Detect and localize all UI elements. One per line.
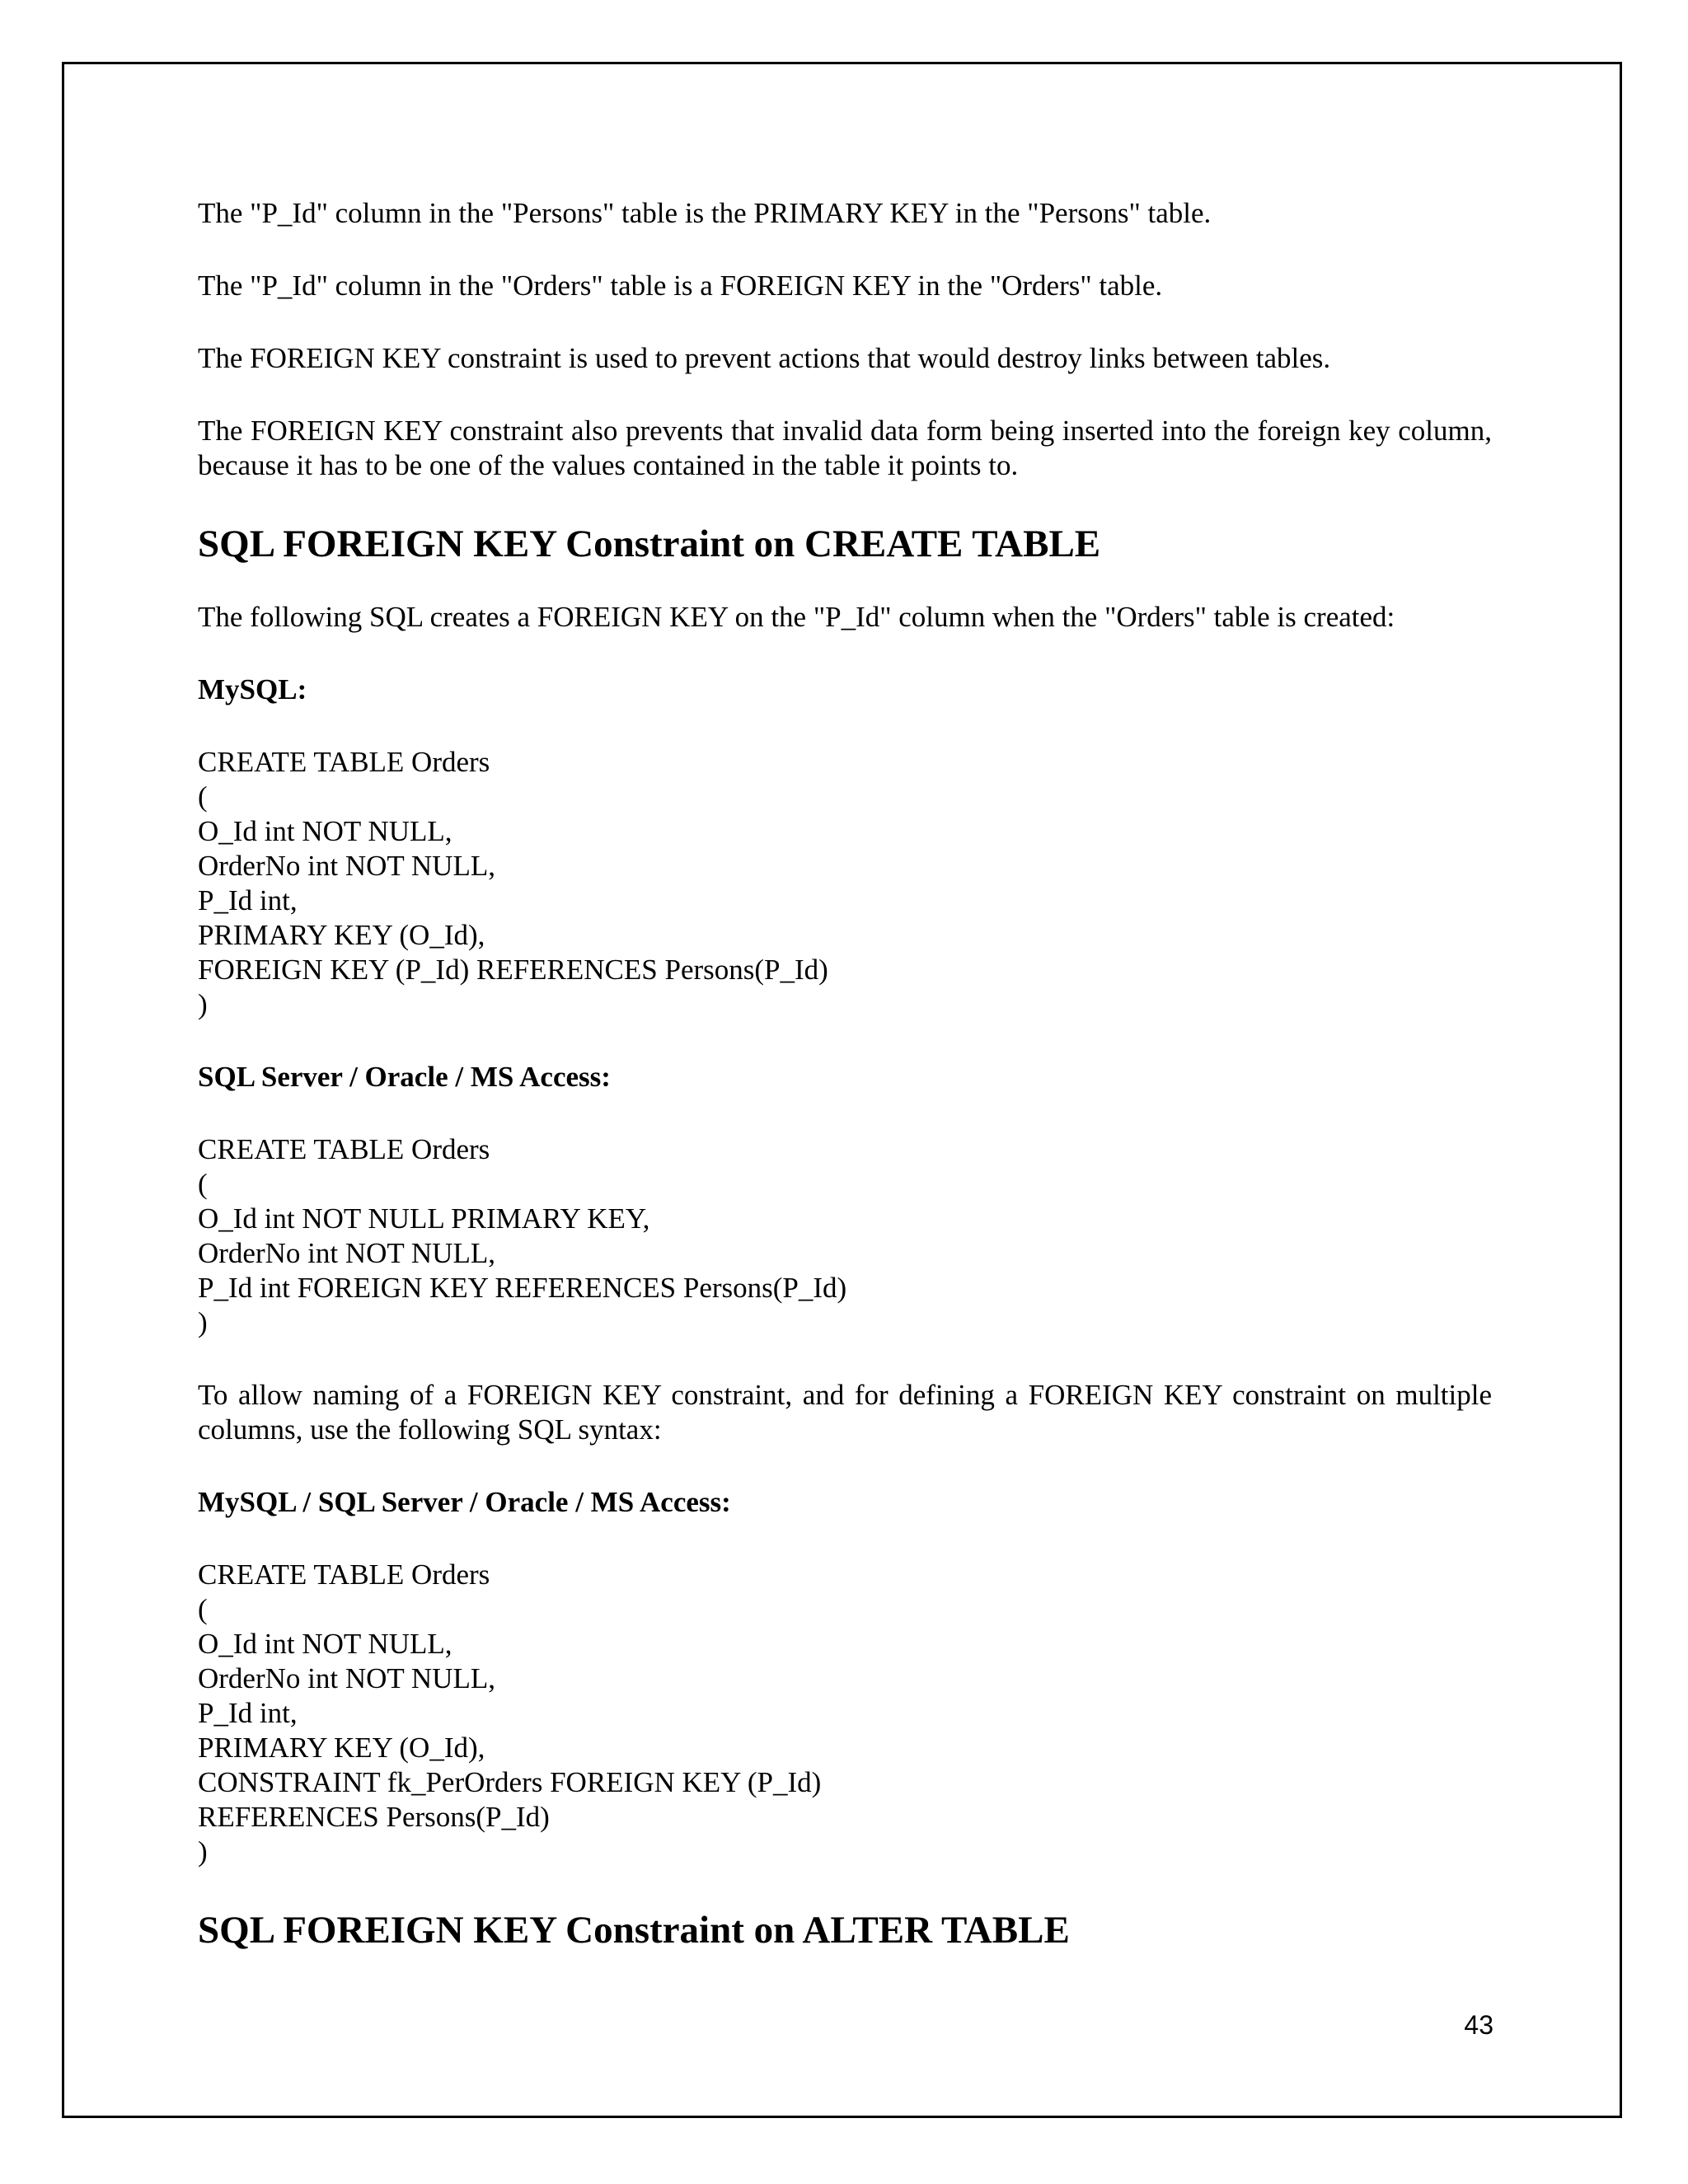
code-line: FOREIGN KEY (P_Id) REFERENCES Persons(P_Id) [198, 954, 828, 986]
code-block-sqlserver [198, 1132, 1492, 1340]
paragraph-naming-constraint: To allow naming of a FOREIGN KEY constraint, and for defining a FOREIGN KEY constraint on multiple columns, use the following SQL syntax: [198, 1379, 1492, 1446]
code-line: OrderNo int NOT NULL, [198, 1662, 495, 1694]
code-line: O_Id int NOT NULL, [198, 1628, 452, 1660]
code-block-all [198, 1558, 1492, 1869]
code-line: CREATE TABLE Orders [198, 1558, 490, 1591]
heading-alter-table: SQL FOREIGN KEY Constraint on ALTER TABLE [198, 1909, 1070, 1952]
code-line: ) [198, 1835, 208, 1868]
code-line: P_Id int, [198, 884, 298, 916]
code-line: OrderNo int NOT NULL, [198, 1237, 495, 1269]
code-line: O_Id int NOT NULL PRIMARY KEY, [198, 1202, 650, 1235]
code-line: ( [198, 1593, 208, 1625]
code-block-mysql [198, 745, 1492, 1022]
code-line: ) [198, 988, 208, 1020]
document-body [198, 196, 1492, 1986]
code-line: OrderNo int NOT NULL, [198, 850, 495, 882]
code-line: CREATE TABLE Orders [198, 746, 490, 778]
code-line: PRIMARY KEY (O_Id), [198, 1732, 485, 1764]
label-mysql: MySQL: [198, 673, 307, 705]
heading-create-table: SQL FOREIGN KEY Constraint on CREATE TABLE [198, 523, 1101, 565]
label-all-databases: MySQL / SQL Server / Oracle / MS Access: [198, 1486, 731, 1518]
code-line: P_Id int FOREIGN KEY REFERENCES Persons(P_Id) [198, 1272, 847, 1304]
paragraph-foreign-key: The "P_Id" column in the "Orders" table is a FOREIGN KEY in the "Orders" table. [198, 269, 1163, 302]
label-sqlserver-oracle-access: SQL Server / Oracle / MS Access: [198, 1061, 611, 1093]
code-line: CONSTRAINT fk_PerOrders FOREIGN KEY (P_Id) [198, 1766, 822, 1798]
code-line: ( [198, 780, 208, 813]
paragraph-invalid-data: The FOREIGN KEY constraint also prevents that invalid data form being inserted into the foreign key column, because it has to be one of the values contained in the table it points to. [198, 415, 1492, 481]
page-number: 43 [1464, 2010, 1493, 2040]
paragraph-create-intro: The following SQL creates a FOREIGN KEY on the "P_Id" column when the "Orders" table is created: [198, 601, 1395, 633]
code-line: P_Id int, [198, 1697, 298, 1729]
code-line: PRIMARY KEY (O_Id), [198, 919, 485, 951]
code-line: ( [198, 1168, 208, 1200]
paragraph-primary-key: The "P_Id" column in the "Persons" table is the PRIMARY KEY in the "Persons" table. [198, 197, 1212, 229]
code-line: O_Id int NOT NULL, [198, 815, 452, 847]
code-line: REFERENCES Persons(P_Id) [198, 1801, 550, 1833]
code-line: ) [198, 1306, 208, 1338]
code-line: CREATE TABLE Orders [198, 1133, 490, 1165]
paragraph-prevent-actions: The FOREIGN KEY constraint is used to prevent actions that would destroy links between tables. [198, 342, 1331, 374]
